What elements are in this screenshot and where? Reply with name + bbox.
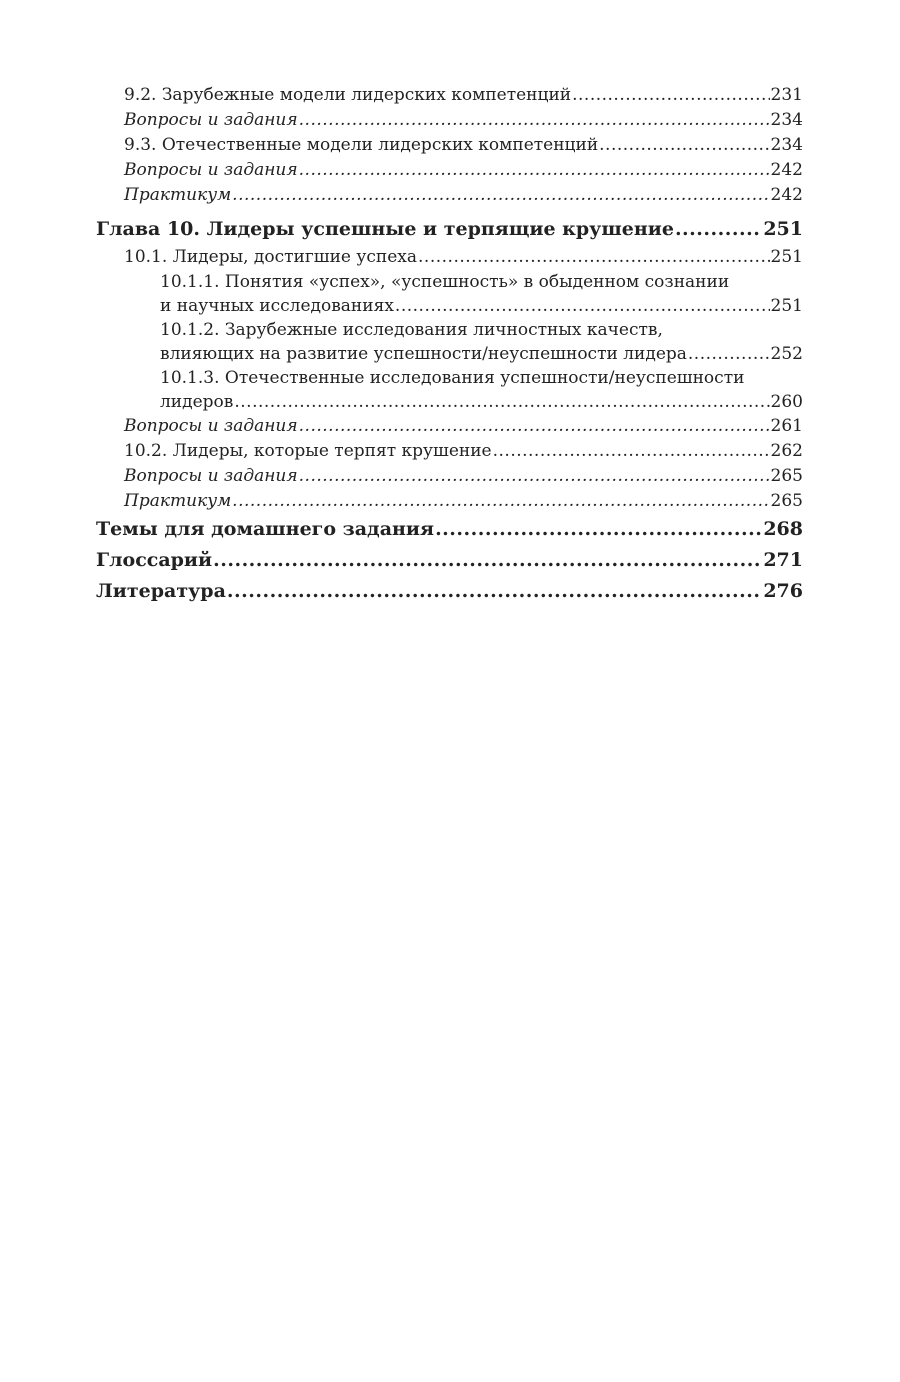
toc-entry-10-2[interactable] [96, 439, 803, 464]
toc-entry-workshop[interactable] [96, 489, 803, 514]
toc-entry-title: 9.3. Отечественные модели лидерских компетенций [124, 135, 599, 155]
toc-entry-title: Вопросы и задания [124, 160, 298, 180]
toc-entry-title-line1: 10.1.3. Отечественные исследования успешности/неуспешности [160, 368, 745, 388]
toc-entry-title: 10.2. Лидеры, которые терпят крушение [124, 441, 492, 461]
toc-entry-page: 265 [770, 466, 803, 486]
toc-entry-title: Темы для домашнего задания [96, 518, 435, 540]
toc-entry-title: и научных исследованиях [160, 296, 394, 316]
toc-entry-title-line1: 10.1.2. Зарубежные исследования личностных качеств, [160, 320, 663, 340]
toc-entry-page: 271 [763, 549, 803, 571]
toc-entry-page: 260 [770, 392, 803, 412]
toc-entry-9-3[interactable] [96, 133, 803, 158]
leader-dots [675, 214, 762, 245]
toc-entry-page: 234 [770, 110, 803, 130]
toc-entry-page: 252 [770, 344, 803, 364]
toc-entry-title: Литература [96, 580, 226, 602]
toc-entry-title: 9.2. Зарубежные модели лидерских компетенций [124, 85, 572, 105]
toc-entry-questions[interactable] [96, 108, 803, 133]
leader-dots [493, 439, 770, 464]
toc-entry-page: 251 [763, 218, 803, 240]
toc-entry-title: лидеров [160, 392, 234, 412]
toc-entry-questions[interactable] [96, 414, 803, 439]
leader-dots [395, 294, 770, 318]
leader-dots [234, 390, 769, 414]
toc-entry-title: Вопросы и задания [124, 110, 298, 130]
leader-dots [299, 108, 770, 133]
toc-entry-title: Вопросы и задания [124, 416, 298, 436]
leader-dots [232, 489, 769, 514]
toc-entry-page: 251 [770, 247, 803, 267]
toc-entry-title: Практикум [124, 185, 232, 205]
toc-entry-questions[interactable] [96, 464, 803, 489]
toc-entry-workshop[interactable] [96, 183, 803, 208]
leader-dots [572, 83, 769, 108]
leader-dots [688, 342, 770, 366]
toc-entry-10-1-3[interactable] [96, 366, 803, 414]
toc-entry-page: 234 [770, 135, 803, 155]
toc-entry-10-1[interactable] [96, 245, 803, 270]
toc-entry-title: Глава 10. Лидеры успешные и терпящие крушение [96, 218, 674, 240]
toc-glossary[interactable] [96, 545, 803, 576]
toc-literature[interactable] [96, 576, 803, 607]
leader-dots [299, 158, 770, 183]
toc-homework-topics[interactable] [96, 514, 803, 545]
toc-entry-page: 242 [770, 185, 803, 205]
toc-entry-9-2[interactable] [96, 83, 803, 108]
toc-entry-title-line1: 10.1.1. Понятия «успех», «успешность» в обыденном сознании [160, 272, 730, 292]
toc-entry-page: 251 [770, 296, 803, 316]
toc-entry-page: 265 [770, 491, 803, 511]
toc-entry-page: 268 [763, 518, 803, 540]
leader-dots [232, 183, 769, 208]
table-of-contents [96, 83, 803, 607]
toc-entry-page: 262 [770, 441, 803, 461]
toc-entry-title: 10.1. Лидеры, достигшие успеха [124, 247, 418, 267]
toc-entry-title: влияющих на развитие успешности/неуспешности лидера [160, 344, 687, 364]
toc-entry-page: 242 [770, 160, 803, 180]
toc-entry-title: Глоссарий [96, 549, 213, 571]
toc-entry-questions[interactable] [96, 158, 803, 183]
leader-dots [299, 414, 770, 439]
leader-dots [599, 133, 769, 158]
leader-dots [227, 576, 762, 607]
toc-entry-page: 231 [770, 85, 803, 105]
leader-dots [435, 514, 762, 545]
toc-entry-10-1-1[interactable] [96, 270, 803, 318]
toc-entry-title: Практикум [124, 491, 232, 511]
toc-chapter-10[interactable] [96, 214, 803, 245]
leader-dots [299, 464, 770, 489]
toc-entry-10-1-2[interactable] [96, 318, 803, 366]
toc-entry-title: Вопросы и задания [124, 466, 298, 486]
leader-dots [213, 545, 762, 576]
toc-entry-page: 261 [770, 416, 803, 436]
toc-entry-page: 276 [763, 580, 803, 602]
leader-dots [418, 245, 770, 270]
